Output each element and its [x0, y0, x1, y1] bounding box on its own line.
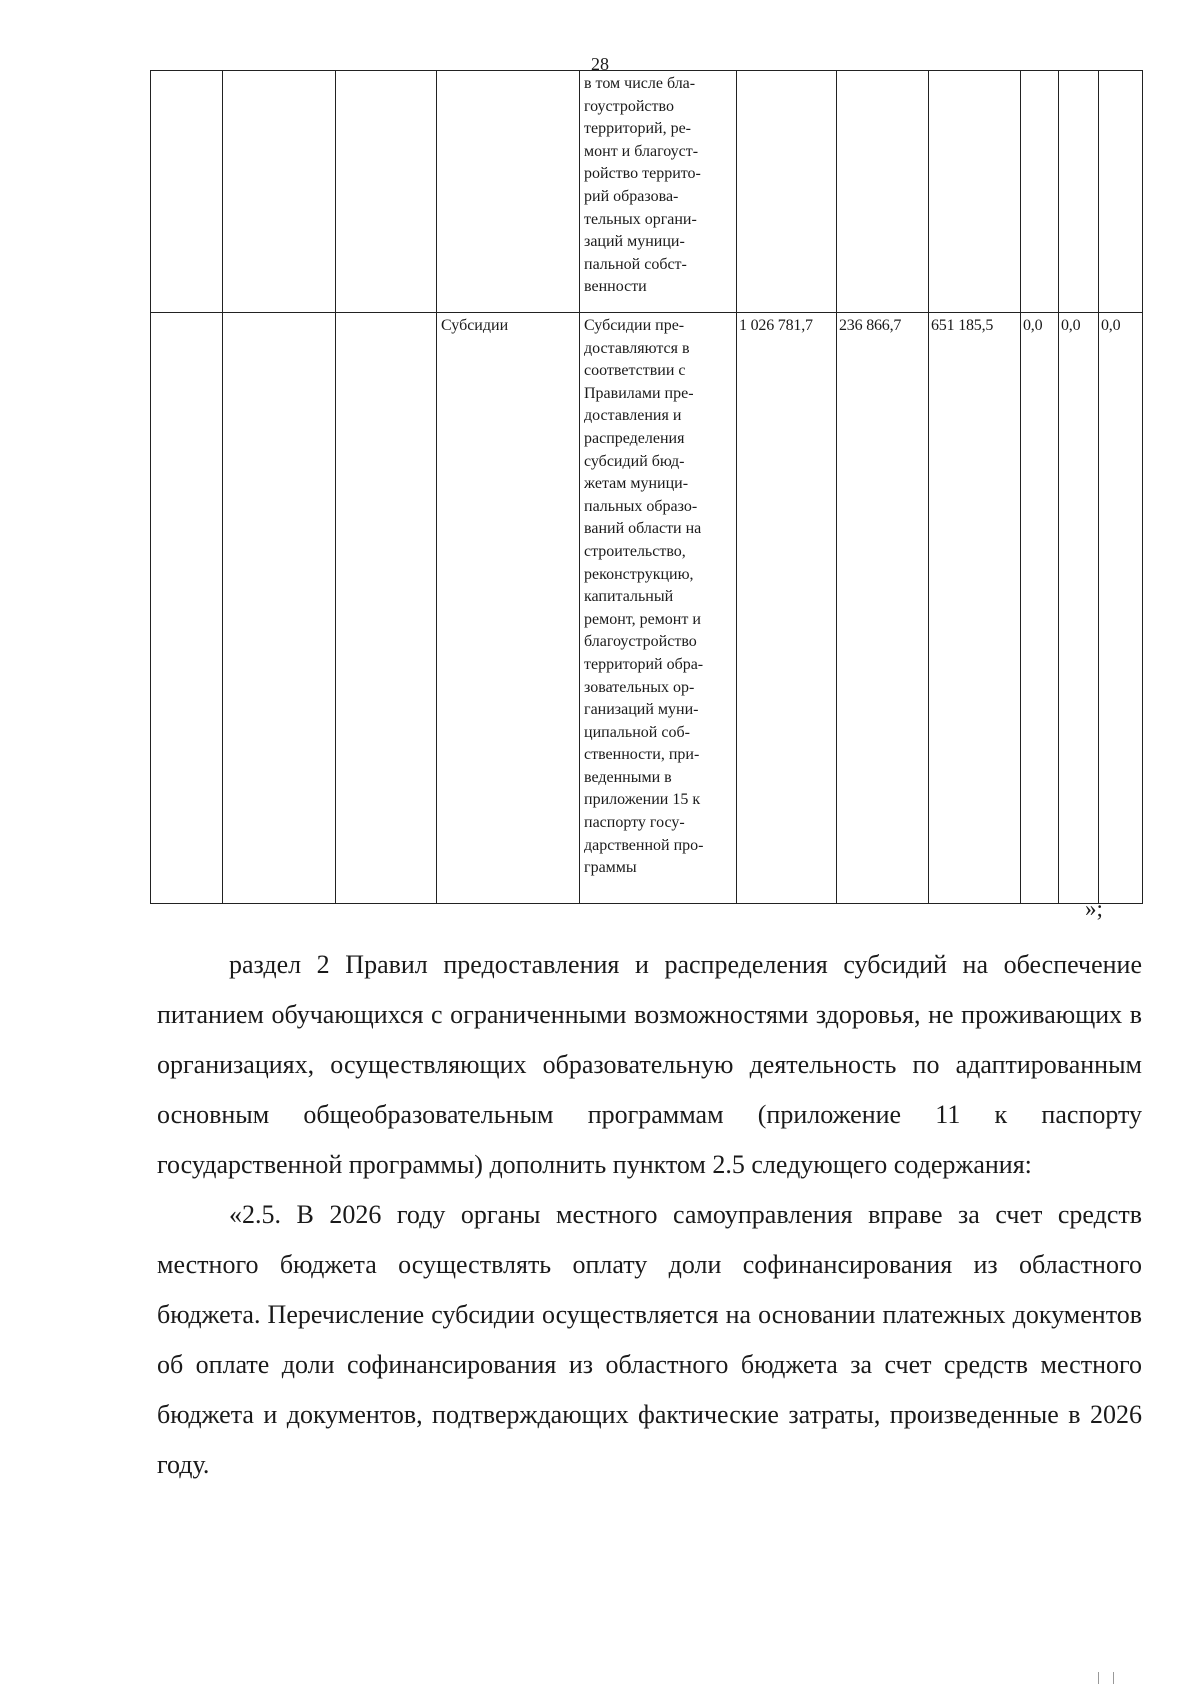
table-cell	[336, 313, 437, 904]
table-cell-value: 651 185,5	[929, 313, 1021, 904]
body-text	[157, 940, 1142, 1490]
table-row	[151, 313, 1143, 904]
page-number: 28	[591, 54, 609, 74]
paragraph-section-2: раздел 2 Правил предоставления и распределения субсидий на обеспечение питанием обучающихся с ограниченными возможностями здоровья, не проживающих в организациях, осуществляющих образовательную деятельность по адаптированным основным общеобразовательным программам (приложение 11 к паспорту государственной программы) дополнить пунктом 2.5 следующего содержания:	[157, 950, 1142, 1179]
table-cell-value	[1021, 71, 1059, 313]
table-cell	[336, 71, 437, 313]
closing-quote: »;	[1085, 896, 1103, 921]
budget-table	[150, 70, 1143, 904]
table-cell-description: в том числе бла- гоустройство территорий, ре- монт и благоуст- ройство террито- рий образова- тельных органи- заций муници- пальной собст- венности	[580, 71, 737, 313]
table-cell-value: 0,0	[1021, 313, 1059, 904]
table-cell	[223, 313, 336, 904]
table-cell-value	[737, 71, 837, 313]
table-cell	[223, 71, 336, 313]
table-cell-value	[837, 71, 929, 313]
table-cell-value: 236 866,7	[837, 313, 929, 904]
paragraph-item-2-5: «2.5. В 2026 году органы местного самоуправления вправе за счет средств местного бюджета осуществлять оплату доли софинансирования из областного бюджета. Перечисление субсидии осуществляется на основании платежных документов об оплате доли софинансирования из областного бюджета за счет средств местного бюджета и документов, подтверждающих фактические затраты, произведенные в 2026 году.	[157, 1200, 1142, 1479]
table-cell-value	[929, 71, 1021, 313]
table-cell-funding-type: Субсидии	[437, 313, 580, 904]
table-cell-value	[1099, 71, 1143, 313]
table-cell	[437, 71, 580, 313]
scan-corner-mark	[1098, 1672, 1114, 1684]
table-row	[151, 71, 1143, 313]
table-cell-value: 1 026 781,7	[737, 313, 837, 904]
table-cell-value: 0,0	[1059, 313, 1099, 904]
table-cell-value: 0,0	[1099, 313, 1143, 904]
table-cell	[151, 313, 223, 904]
table-cell-description: Субсидии пре- доставляются в соответствии с Правилами пре- доставления и распределения субсидий бюд- жетам муници- пальных образо- ваний области на строительство, реконструкцию, капитальный ремонт, ремонт и благоустройство территорий обра- зовательных ор- ганизаций муни- ципальной соб- ственности, при- веденными в приложении 15 к паспорту госу- дарственной про- граммы	[580, 313, 737, 904]
table-cell	[151, 71, 223, 313]
table-cell-value	[1059, 71, 1099, 313]
